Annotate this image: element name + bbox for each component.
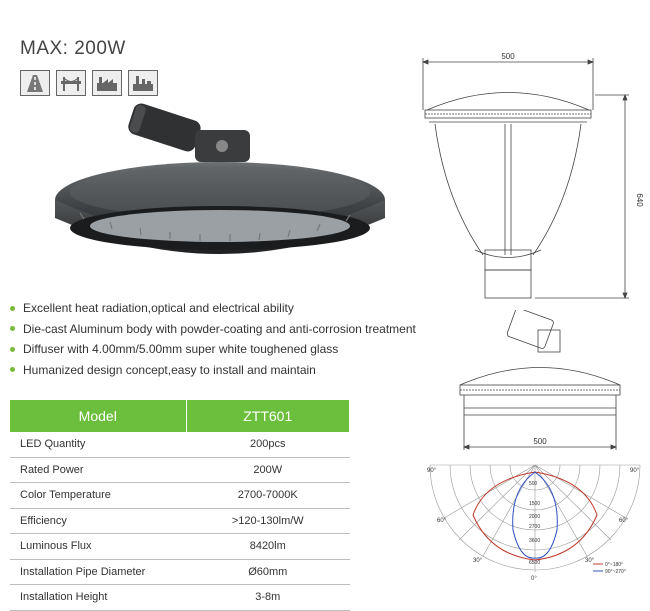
bullet-icon [10,347,15,352]
feature-item: Humanized design concept,easy to install and maintain [10,360,430,381]
angle-label-60-left: 60° [437,518,447,524]
angle-label-30-left: 30° [473,558,483,564]
polar-distribution-diagram [425,460,645,585]
factory-icon [92,70,122,96]
product-photo [40,100,400,290]
application-icons [20,70,158,96]
table-row: Color Temperature 2700-7000K [10,483,350,509]
bullet-icon [10,306,15,311]
ring-label: 1500 [529,501,541,507]
header-model: Model [10,400,186,432]
table-row: Luminous Flux 8420lm [10,534,350,560]
angle-label-90-left: 90° [427,468,437,474]
table-row: Rated Power 200W [10,457,350,483]
industrial-plant-icon [128,70,158,96]
max-power-title: MAX: 200W [20,38,126,59]
feature-list [10,298,430,380]
side-width-label: 500 [533,437,547,446]
spec-table-header [10,400,350,432]
angle-label-30-right: 30° [585,558,595,564]
header-model-value: ZTT601 [186,400,350,432]
table-row: Installation Height 3-8m [10,585,350,611]
ring-label: 2700 [529,524,541,530]
bullet-icon [10,367,15,372]
bridge-icon [56,70,86,96]
table-row: Installation Pipe Diameter Ø60mm [10,559,350,585]
table-row: Efficiency >120-130lm/W [10,508,350,534]
table-row: LED Quantity 200pcs [10,432,350,457]
bullet-icon [10,326,15,331]
spec-table [10,400,350,611]
side-view-drawing [440,310,650,455]
feature-item: Excellent heat radiation,optical and electrical ability [10,298,430,319]
front-view-drawing [415,50,645,305]
legend-label-blue: 90°~270° [605,569,626,575]
road-icon [20,70,50,96]
ring-label: 6500 [529,560,541,566]
front-height-label: 640 [635,193,644,207]
front-width-label: 500 [501,52,515,61]
legend-label-red: 0°~180° [605,562,624,568]
ring-label: 2000 [529,514,541,520]
feature-item: Die-cast Aluminum body with powder-coating and anti-corrosion treatment [10,319,430,340]
feature-item: Diffuser with 4.00mm/5.00mm super white toughened glass [10,339,430,360]
angle-label-90-right: 90° [630,468,640,474]
ring-label: 500 [529,481,538,487]
angle-label-0: 0° [531,576,537,582]
ring-label: 3600 [529,538,541,544]
angle-label-60-right: 60° [619,518,629,524]
